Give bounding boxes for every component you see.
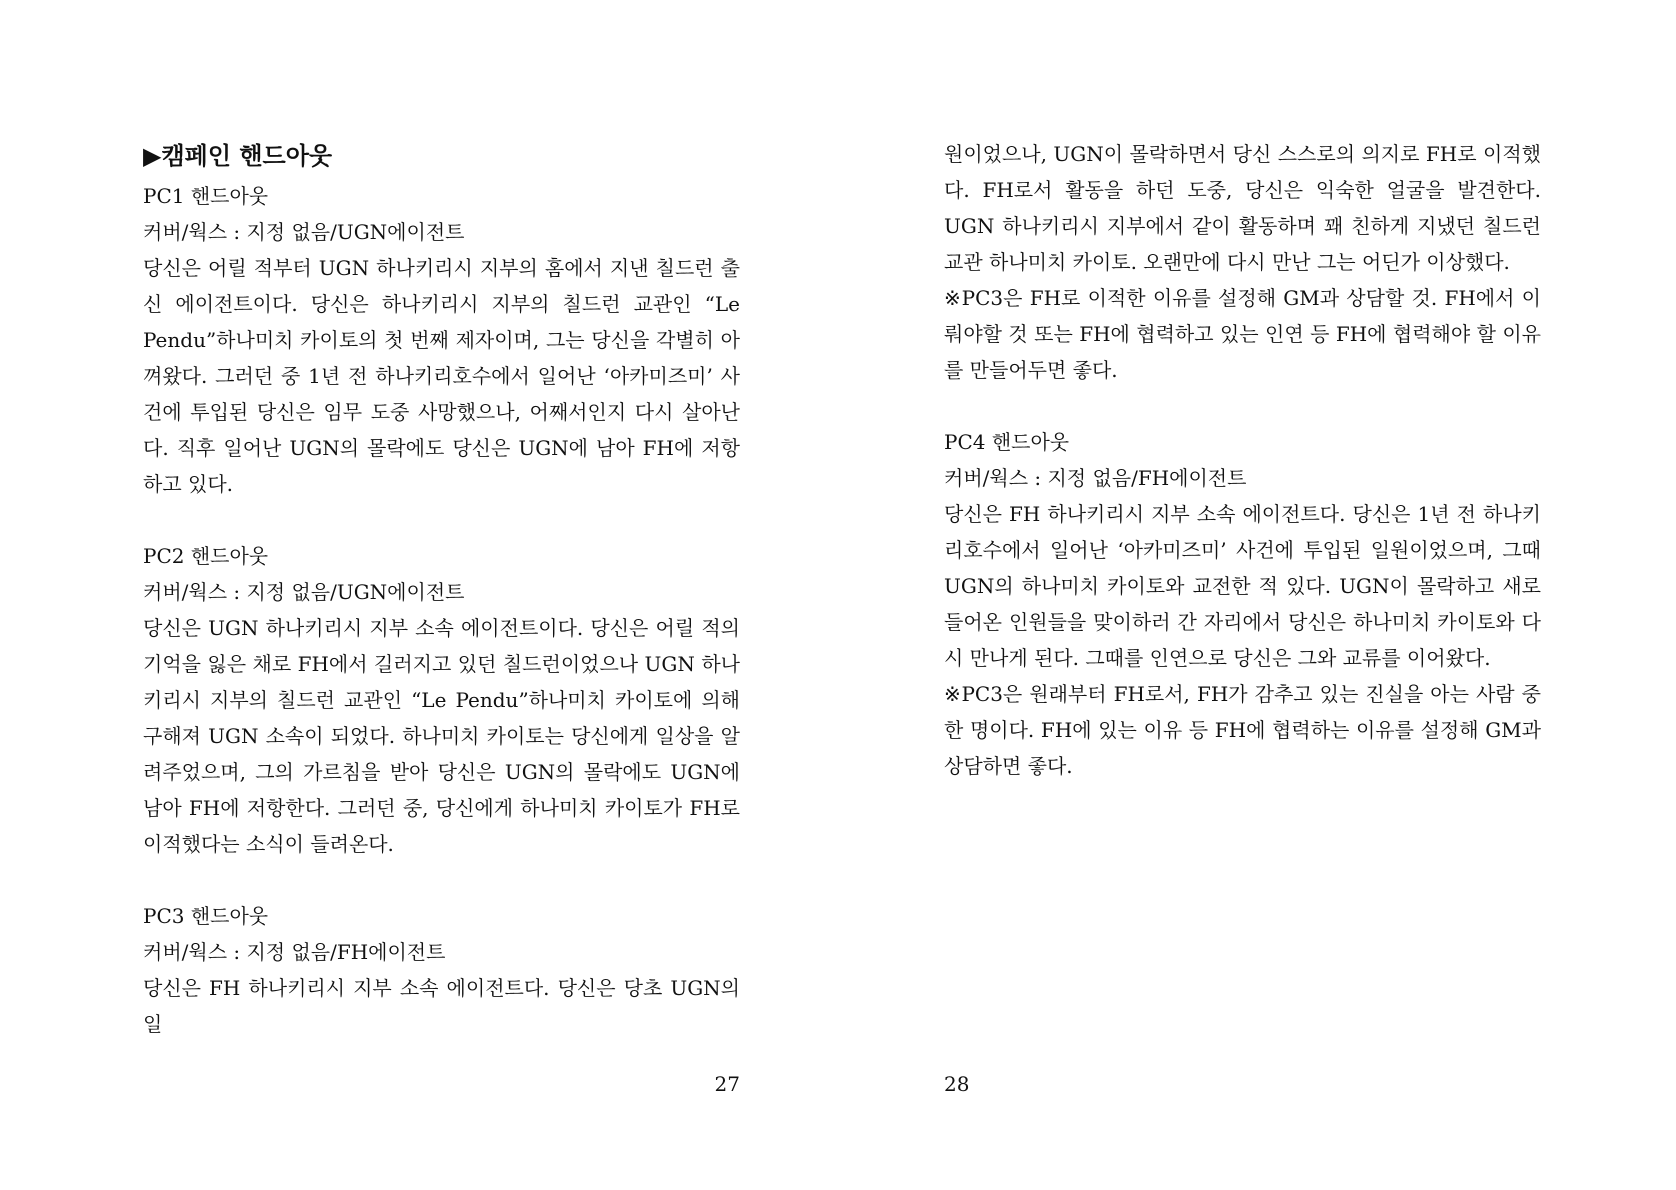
pc3-note: ※PC3은 FH로 이적한 이유를 설정해 GM과 상담할 것. FH에서 이뤄야할 것 또는 FH에 협력하고 있는 인연 등 FH에 협력해야 할 이유를 만들어두면 좋다. xyxy=(944,286,1541,382)
pc2-handout xyxy=(143,538,740,862)
section-gap xyxy=(143,502,740,538)
pc1-text: 당신은 어릴 적부터 UGN 하나키리시 지부의 홈에서 지낸 칠드런 출신 에이전트이다. 당신은 하나키리시 지부의 칠드런 교관인 “Le Pendu”하나미치 카이토의 첫 번째 제자이며, 그는 당신을 각별히 아껴왔다. 그러던 중 1년 전 하나키리호수에서 일어난 ‘아카미즈미’ 사건에 투입된 당신은 임무 도중 사망했으나, 어째서인지 다시 살아난다. 직후 일어난 UGN의 몰락에도 당신은 UGN에 남아 FH에 저항하고 있다. xyxy=(143,256,740,496)
pc1-heading: PC1 핸드아웃 xyxy=(143,184,269,208)
left-column xyxy=(143,134,740,1042)
pc2-heading: PC2 핸드아웃 xyxy=(143,544,269,568)
pc3-handout xyxy=(143,898,740,1042)
pc2-cover-works: 커버/웍스 : 지정 없음/UGN에이전트 xyxy=(143,580,465,604)
page-number-left: 27 xyxy=(714,1072,740,1096)
pc3-text-start: 당신은 FH 하나키리시 지부 소속 에이전트다. 당신은 당초 UGN의 일 xyxy=(143,976,740,1036)
pc3-cover-works: 커버/웍스 : 지정 없음/FH에이전트 xyxy=(143,940,446,964)
pc4-handout xyxy=(944,424,1541,784)
section-gap xyxy=(944,388,1541,424)
right-column xyxy=(944,136,1541,784)
pc2-text: 당신은 UGN 하나키리시 지부 소속 에이전트이다. 당신은 어릴 적의 기억을 잃은 채로 FH에서 길러지고 있던 칠드런이었으나 UGN 하나키리시 지부의 칠드런 교관인 “Le Pendu”하나미치 카이토에 의해 구해져 UGN 소속이 되었다. 하나미치 카이토는 당신에게 일상을 알려주었으며, 그의 가르침을 받아 당신은 UGN의 몰락에도 UGN에 남아 FH에 저항한다. 그러던 중, 당신에게 하나미치 카이토가 FH로 이적했다는 소식이 들려온다. xyxy=(143,616,740,856)
section-title: ▶캠페인 핸드아웃 xyxy=(143,142,333,170)
pc1-handout xyxy=(143,178,740,502)
pc3-text-continued: 원이었으나, UGN이 몰락하면서 당신 스스로의 의지로 FH로 이적했다. FH로서 활동을 하던 도중, 당신은 익숙한 얼굴을 발견한다. UGN 하나키리시 지부에서 같이 활동하며 꽤 친하게 지냈던 칠드런교관 하나미치 카이토. 오랜만에 다시 만난 그는 어딘가 이상했다. xyxy=(944,142,1541,274)
pc4-note: ※PC3은 원래부터 FH로서, FH가 감추고 있는 진실을 아는 사람 중 한 명이다. FH에 있는 이유 등 FH에 협력하는 이유를 설정해 GM과 상담하면 좋다. xyxy=(944,682,1541,778)
page-number-right: 28 xyxy=(944,1072,970,1096)
pc3-heading: PC3 핸드아웃 xyxy=(143,904,269,928)
right-page xyxy=(838,0,1676,1190)
section-gap xyxy=(143,862,740,898)
pc1-cover-works: 커버/웍스 : 지정 없음/UGN에이전트 xyxy=(143,220,465,244)
pc4-text: 당신은 FH 하나키리시 지부 소속 에이전트다. 당신은 1년 전 하나키리호수에서 일어난 ‘아카미즈미’ 사건에 투입된 일원이었으며, 그때 UGN의 하나미치 카이토와 교전한 적 있다. UGN이 몰락하고 새로 들어온 인원들을 맞이하러 간 자리에서 당신은 하나미치 카이토와 다시 만나게 된다. 그때를 인연으로 당신은 그와 교류를 이어왔다. xyxy=(944,502,1541,670)
pc4-cover-works: 커버/웍스 : 지정 없음/FH에이전트 xyxy=(944,466,1247,490)
pc4-heading: PC4 핸드아웃 xyxy=(944,430,1070,454)
